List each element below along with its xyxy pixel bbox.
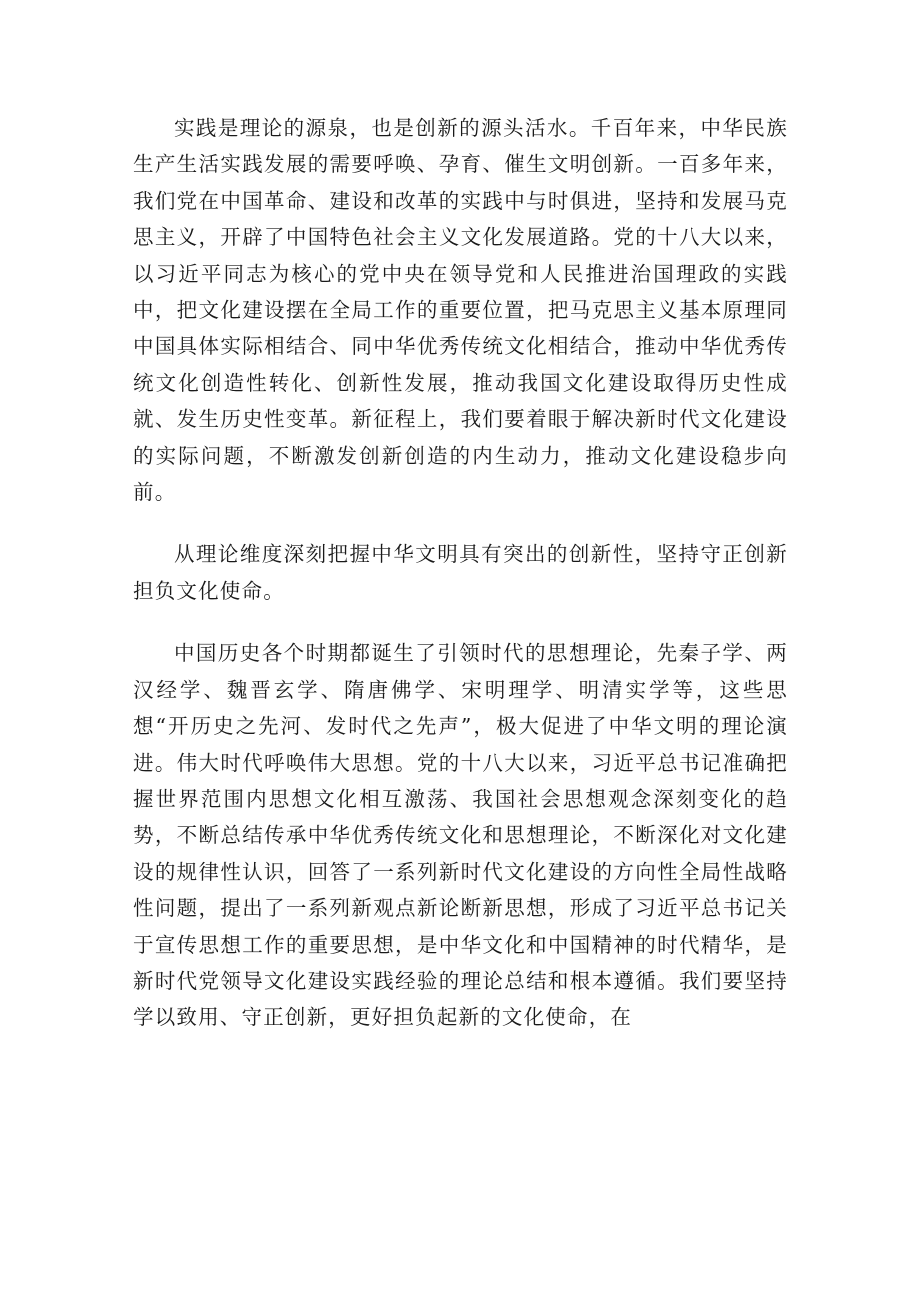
paragraph-1: 实践是理论的源泉，也是创新的源头活水。千百年来，中华民族生产生活实践发展的需要呼唤、孕育、催生文明创新。一百多年来，我们党在中国革命、建设和改革的实践中与时俱进，坚持和发展马克思主义，开辟了中国特色社会主义文化发展道路。党的十八大以来，以习近平同志为核心的党中央在领导党和人民推进治国理政的实践中，把文化建设摆在全局工作的重要位置，把马克思主义基本原理同中国具体实际相结合、同中华优秀传统文化相结合，推动中华优秀传统文化创造性转化、创新性发展，推动我国文化建设取得历史性成就、发生历史性变革。新征程上，我们要着眼于解决新时代文化建设的实际问题，不断激发创新创造的内生动力，推动文化建设稳步向前。 (133, 116, 788, 505)
paragraph-2: 从理论维度深刻把握中华文明具有突出的创新性，坚持守正创新担负文化使命。 (133, 542, 788, 603)
paragraph-3: 中国历史各个时期都诞生了引领时代的思想理论，先秦子学、两汉经学、魏晋玄学、隋唐佛学、宋明理学、明清实学等，这些思想“开历史之先河、发时代之先声”，极大促进了中华文明的理论演进。伟大时代呼唤伟大思想。党的十八大以来，习近平总书记准确把握世界范围内思想文化相互激荡、我国社会思想观念深刻变化的趋势，不断总结传承中华优秀传统文化和思想理论，不断深化对文化建设的规律性认识，回答了一系列新时代文化建设的方向性全局性战略性问题，提出了一系列新观点新论断新思想，形成了习近平总书记关于宣传思想工作的重要思想，是中华文化和中国精神的时代精华，是新时代党领导文化建设实践经验的理论总结和根本遵循。我们要坚持学以致用、守正创新，更好担负起新的文化使命，在 (133, 641, 788, 1030)
document-page (133, 110, 788, 1062)
